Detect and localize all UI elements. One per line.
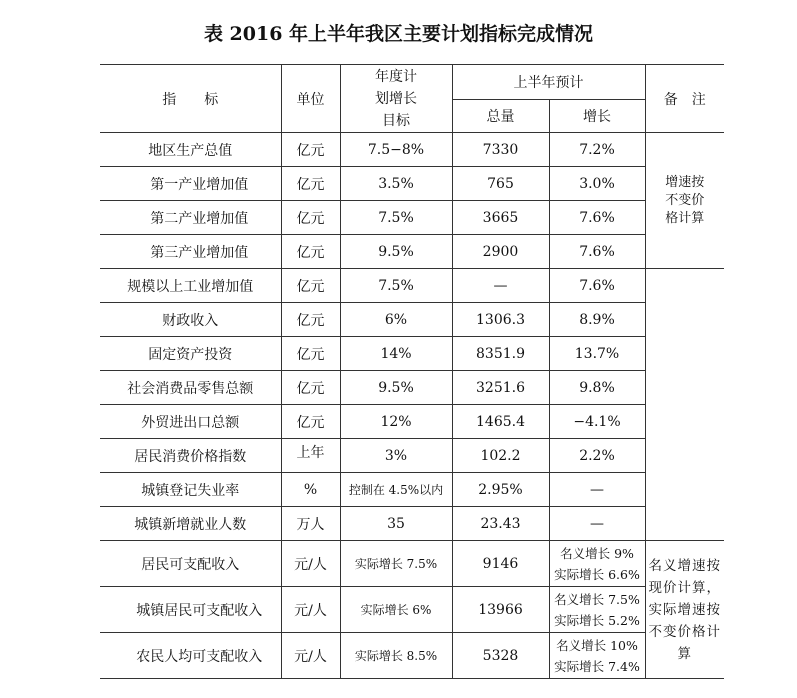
row-total: 3251.6 [452,371,549,405]
header-unit: 单位 [281,65,340,133]
table-row [100,371,724,405]
table-row [100,235,724,269]
table-row [100,133,724,167]
header-remarks: 备 注 [645,65,724,133]
row-unit: 上年 [281,439,340,473]
row-total: 102.2 [452,439,549,473]
row-growth: 7.6% [549,235,645,269]
row-name: 地区生产总值 [100,133,281,167]
row-growth: 2.2% [549,439,645,473]
row-growth-stack [549,587,645,633]
growth-real: 实际增长 6.6% [554,566,640,582]
row-target: 实际增长 7.5% [340,541,452,587]
header-total: 总量 [452,100,549,133]
table-row [100,405,724,439]
row-unit: 元/人 [281,633,340,679]
row-growth: 3.0% [549,167,645,201]
row-unit: % [281,473,340,507]
row-target: 3.5% [340,167,452,201]
row-total: 3665 [452,201,549,235]
row-name: 第二产业增加值 [100,201,281,235]
row-total: 765 [452,167,549,201]
row-growth: 7.6% [549,201,645,235]
row-growth-stack [549,541,645,587]
row-unit: 亿元 [281,235,340,269]
table-row [100,269,724,303]
row-target: 控制在 4.5%以内 [340,473,452,507]
growth-nominal: 名义增长 10% [556,637,638,653]
row-growth: — [549,473,645,507]
row-target: 实际增长 6% [340,587,452,633]
row-target: 6% [340,303,452,337]
table-row [100,633,724,679]
row-total: 1306.3 [452,303,549,337]
row-total: 1465.4 [452,405,549,439]
table-row [100,541,724,587]
indicator-table [100,64,724,679]
table-row [100,201,724,235]
header-growth: 增长 [549,100,645,133]
growth-nominal: 名义增长 7.5% [554,591,640,607]
row-name: 居民可支配收入 [100,541,281,587]
row-total: — [452,269,549,303]
row-unit: 元/人 [281,587,340,633]
row-total: 9146 [452,541,549,587]
remark-constant-price: 增速按不变价格计算 [645,133,724,269]
row-unit: 元/人 [281,541,340,587]
table-title: 表 2016 年上半年我区主要计划指标完成情况 [203,23,594,45]
growth-real: 实际增长 7.4% [554,658,640,674]
header-indicator: 指 标 [100,65,281,133]
remark-nominal-real: 名义增速按现价计算，实际增速按不变价格计算 [645,541,724,679]
row-target: 9.5% [340,235,452,269]
header-target: 年度计划增长目标 [340,65,452,133]
table-row [100,439,724,473]
table-row [100,507,724,541]
remark-empty [645,269,724,541]
row-unit: 亿元 [281,337,340,371]
row-target: 实际增长 8.5% [340,633,452,679]
row-growth: 7.6% [549,269,645,303]
row-target: 7.5% [340,201,452,235]
row-name: 城镇新增就业人数 [100,507,281,541]
table-row [100,167,724,201]
row-name: 城镇居民可支配收入 [100,587,281,633]
row-total: 13966 [452,587,549,633]
row-growth: 13.7% [549,337,645,371]
growth-real: 实际增长 5.2% [554,612,640,628]
growth-nominal: 名义增长 9% [560,545,634,561]
row-growth: 7.2% [549,133,645,167]
table-row [100,303,724,337]
row-name: 规模以上工业增加值 [100,269,281,303]
header-first-half: 上半年预计 [452,65,645,100]
row-unit: 亿元 [281,133,340,167]
row-total: 5328 [452,633,549,679]
table-row [100,587,724,633]
row-target: 35 [340,507,452,541]
row-target: 14% [340,337,452,371]
row-unit: 万人 [281,507,340,541]
row-name: 财政收入 [100,303,281,337]
row-unit: 亿元 [281,303,340,337]
row-name: 第三产业增加值 [100,235,281,269]
row-name: 农民人均可支配收入 [100,633,281,679]
row-name: 城镇登记失业率 [100,473,281,507]
row-name: 社会消费品零售总额 [100,371,281,405]
row-growth: 9.8% [549,371,645,405]
row-unit: 亿元 [281,201,340,235]
row-target: 12% [340,405,452,439]
row-name: 第一产业增加值 [100,167,281,201]
row-target: 7.5−8% [340,133,452,167]
row-growth-stack [549,633,645,679]
row-total: 2.95% [452,473,549,507]
table-row [100,473,724,507]
row-target: 7.5% [340,269,452,303]
row-growth: −4.1% [549,405,645,439]
row-unit: 亿元 [281,371,340,405]
row-growth: — [549,507,645,541]
row-name: 居民消费价格指数 [100,439,281,473]
row-total: 7330 [452,133,549,167]
row-target: 3% [340,439,452,473]
row-target: 9.5% [340,371,452,405]
table-row [100,337,724,371]
row-unit: 亿元 [281,405,340,439]
row-total: 8351.9 [452,337,549,371]
row-growth: 8.9% [549,303,645,337]
row-name: 固定资产投资 [100,337,281,371]
row-total: 2900 [452,235,549,269]
row-unit: 亿元 [281,167,340,201]
row-name: 外贸进出口总额 [100,405,281,439]
row-total: 23.43 [452,507,549,541]
row-unit: 亿元 [281,269,340,303]
